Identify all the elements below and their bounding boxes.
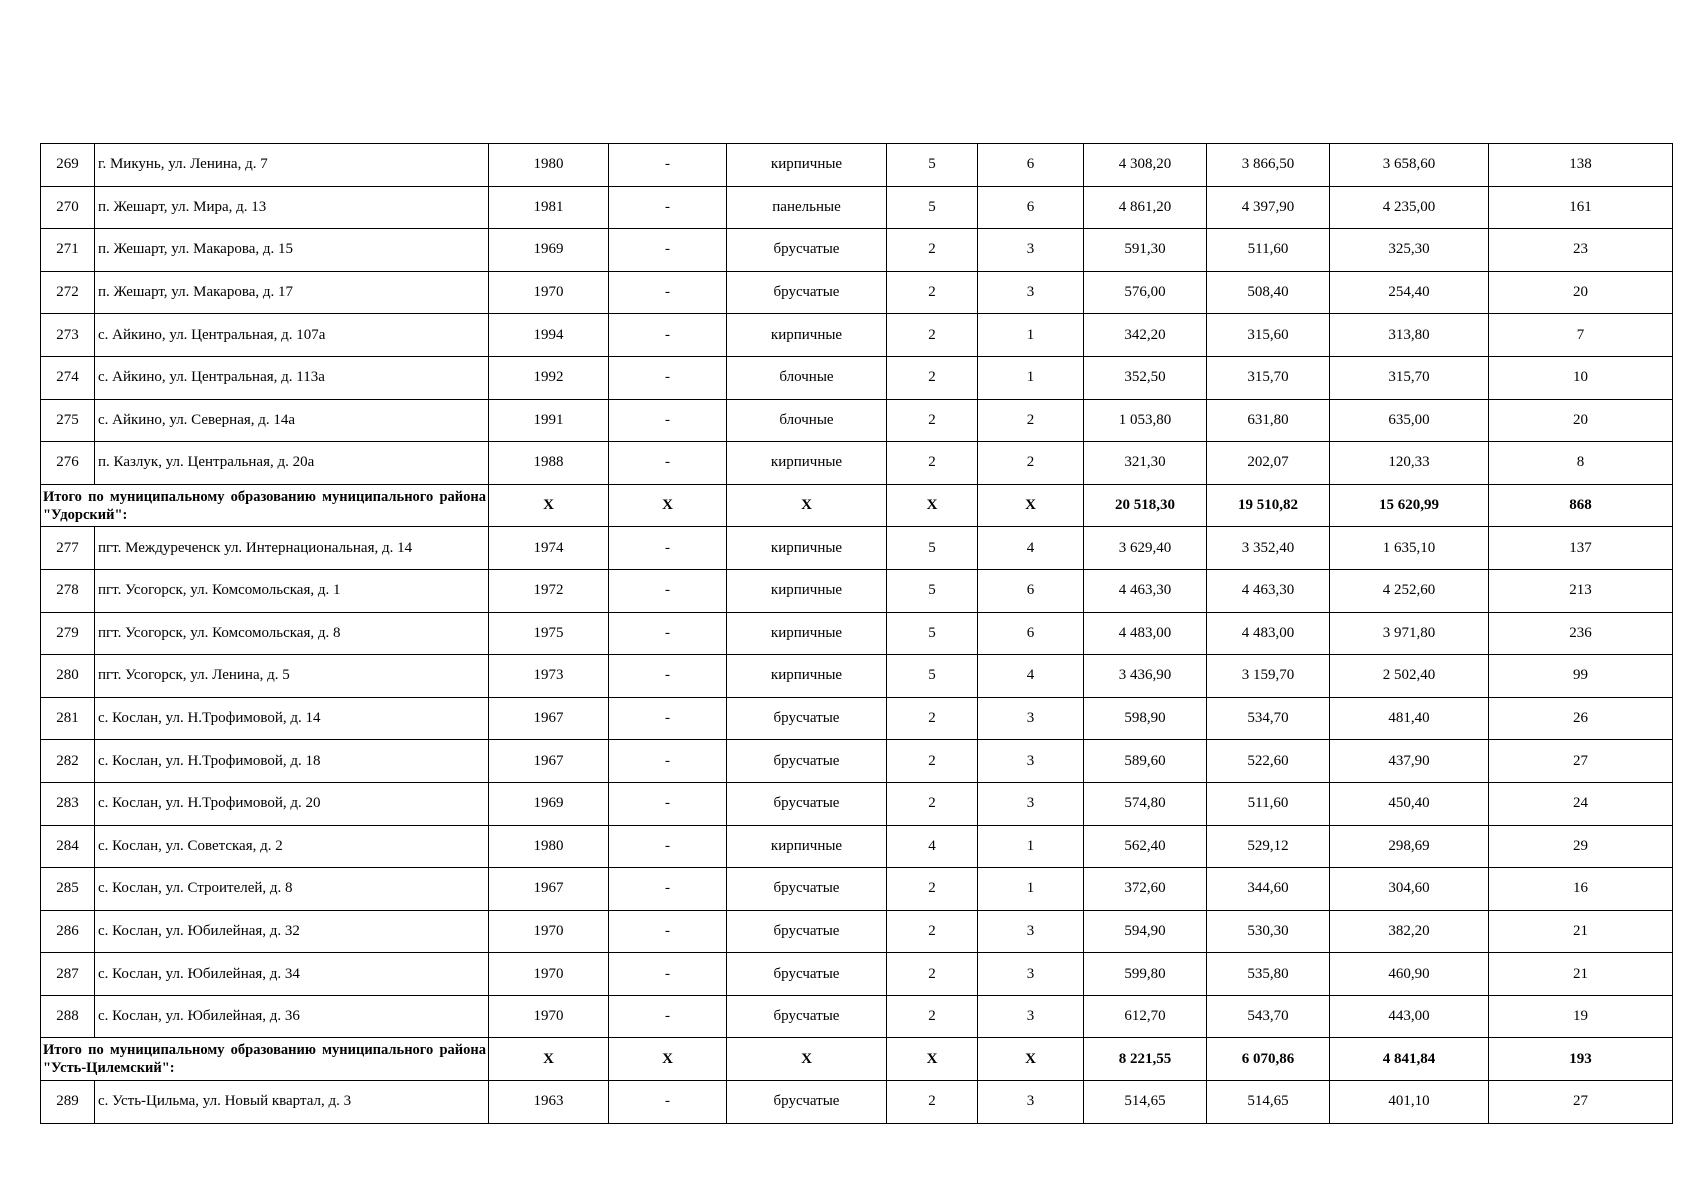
- year-cell: 1970: [489, 910, 609, 953]
- row-number-cell: 270: [41, 186, 95, 229]
- residents-cell: 20: [1489, 271, 1673, 314]
- dash-cell: -: [609, 186, 727, 229]
- wall-material-cell: брусчатые: [727, 697, 887, 740]
- floors-cell: 5: [887, 144, 978, 187]
- entrances-cell: 4: [978, 655, 1084, 698]
- residents-cell: 10: [1489, 356, 1673, 399]
- dash-cell: -: [609, 910, 727, 953]
- table-row: [41, 697, 1673, 740]
- dash-cell: -: [609, 314, 727, 357]
- residents-cell: 24: [1489, 782, 1673, 825]
- row-number-cell: 289: [41, 1081, 95, 1124]
- living-area-cell: 315,60: [1207, 314, 1330, 357]
- floors-cell: X: [887, 1038, 978, 1081]
- entrances-cell: 1: [978, 356, 1084, 399]
- row-number-cell: 274: [41, 356, 95, 399]
- wall-material-cell: брусчатые: [727, 910, 887, 953]
- dash-cell: -: [609, 868, 727, 911]
- year-cell: 1963: [489, 1081, 609, 1124]
- total-area-cell: 342,20: [1084, 314, 1207, 357]
- total-area-cell: 352,50: [1084, 356, 1207, 399]
- row-number-cell: 283: [41, 782, 95, 825]
- residential-area-cell: 450,40: [1330, 782, 1489, 825]
- residents-cell: 99: [1489, 655, 1673, 698]
- year-cell: X: [489, 484, 609, 527]
- table-body: [41, 144, 1673, 1124]
- table-row: [41, 569, 1673, 612]
- year-cell: 1994: [489, 314, 609, 357]
- wall-material-cell: X: [727, 1038, 887, 1081]
- floors-cell: 2: [887, 868, 978, 911]
- address-cell: п. Жешарт, ул. Мира, д. 13: [95, 186, 489, 229]
- wall-material-cell: брусчатые: [727, 995, 887, 1038]
- living-area-cell: 508,40: [1207, 271, 1330, 314]
- total-area-cell: 8 221,55: [1084, 1038, 1207, 1081]
- address-cell: с. Кослан, ул. Советская, д. 2: [95, 825, 489, 868]
- year-cell: 1988: [489, 442, 609, 485]
- entrances-cell: 3: [978, 271, 1084, 314]
- subtotal-row: [41, 1038, 1673, 1081]
- floors-cell: 5: [887, 186, 978, 229]
- total-area-cell: 574,80: [1084, 782, 1207, 825]
- address-cell: с. Айкино, ул. Центральная, д. 107а: [95, 314, 489, 357]
- floors-cell: 2: [887, 910, 978, 953]
- table-row: [41, 229, 1673, 272]
- table-row: [41, 910, 1673, 953]
- wall-material-cell: X: [727, 484, 887, 527]
- year-cell: 1992: [489, 356, 609, 399]
- total-area-cell: 612,70: [1084, 995, 1207, 1038]
- entrances-cell: 3: [978, 229, 1084, 272]
- year-cell: 1973: [489, 655, 609, 698]
- entrances-cell: 3: [978, 910, 1084, 953]
- entrances-cell: 3: [978, 1081, 1084, 1124]
- table-row: [41, 527, 1673, 570]
- entrances-cell: 6: [978, 612, 1084, 655]
- year-cell: 1967: [489, 740, 609, 783]
- wall-material-cell: брусчатые: [727, 953, 887, 996]
- total-area-cell: 4 861,20: [1084, 186, 1207, 229]
- total-area-cell: 576,00: [1084, 271, 1207, 314]
- table-row: [41, 314, 1673, 357]
- total-area-cell: 20 518,30: [1084, 484, 1207, 527]
- living-area-cell: 522,60: [1207, 740, 1330, 783]
- wall-material-cell: брусчатые: [727, 1081, 887, 1124]
- table-row: [41, 953, 1673, 996]
- floors-cell: 2: [887, 271, 978, 314]
- dash-cell: -: [609, 697, 727, 740]
- residents-cell: 7: [1489, 314, 1673, 357]
- residents-cell: 21: [1489, 910, 1673, 953]
- row-number-cell: 284: [41, 825, 95, 868]
- table-row: [41, 995, 1673, 1038]
- row-number-cell: 280: [41, 655, 95, 698]
- living-area-cell: 511,60: [1207, 782, 1330, 825]
- living-area-cell: 4 397,90: [1207, 186, 1330, 229]
- residential-area-cell: 635,00: [1330, 399, 1489, 442]
- residents-cell: 21: [1489, 953, 1673, 996]
- residential-area-cell: 3 658,60: [1330, 144, 1489, 187]
- wall-material-cell: брусчатые: [727, 229, 887, 272]
- residents-cell: 193: [1489, 1038, 1673, 1081]
- wall-material-cell: брусчатые: [727, 271, 887, 314]
- dash-cell: -: [609, 953, 727, 996]
- entrances-cell: 3: [978, 782, 1084, 825]
- row-number-cell: 281: [41, 697, 95, 740]
- row-number-cell: 287: [41, 953, 95, 996]
- address-cell: пгт. Междуреченск ул. Интернациональная, д. 14: [95, 527, 489, 570]
- dash-cell: -: [609, 612, 727, 655]
- row-number-cell: 271: [41, 229, 95, 272]
- total-area-cell: 514,65: [1084, 1081, 1207, 1124]
- living-area-cell: 543,70: [1207, 995, 1330, 1038]
- wall-material-cell: брусчатые: [727, 740, 887, 783]
- floors-cell: 2: [887, 356, 978, 399]
- row-number-cell: 276: [41, 442, 95, 485]
- residential-area-cell: 460,90: [1330, 953, 1489, 996]
- year-cell: X: [489, 1038, 609, 1081]
- living-area-cell: 535,80: [1207, 953, 1330, 996]
- residential-area-cell: 15 620,99: [1330, 484, 1489, 527]
- address-cell: с. Кослан, ул. Юбилейная, д. 32: [95, 910, 489, 953]
- year-cell: 1980: [489, 825, 609, 868]
- table-row: [41, 144, 1673, 187]
- table-row: [41, 399, 1673, 442]
- entrances-cell: 3: [978, 995, 1084, 1038]
- year-cell: 1969: [489, 229, 609, 272]
- residential-area-cell: 3 971,80: [1330, 612, 1489, 655]
- entrances-cell: X: [978, 484, 1084, 527]
- year-cell: 1991: [489, 399, 609, 442]
- residential-area-cell: 120,33: [1330, 442, 1489, 485]
- residential-area-cell: 315,70: [1330, 356, 1489, 399]
- address-cell: с. Кослан, ул. Н.Трофимовой, д. 14: [95, 697, 489, 740]
- wall-material-cell: блочные: [727, 399, 887, 442]
- floors-cell: 4: [887, 825, 978, 868]
- entrances-cell: 1: [978, 825, 1084, 868]
- row-number-cell: 285: [41, 868, 95, 911]
- residents-cell: 20: [1489, 399, 1673, 442]
- row-number-cell: 277: [41, 527, 95, 570]
- total-area-cell: 3 436,90: [1084, 655, 1207, 698]
- year-cell: 1975: [489, 612, 609, 655]
- residential-area-cell: 401,10: [1330, 1081, 1489, 1124]
- total-area-cell: 598,90: [1084, 697, 1207, 740]
- table-row: [41, 442, 1673, 485]
- living-area-cell: 534,70: [1207, 697, 1330, 740]
- residents-cell: 29: [1489, 825, 1673, 868]
- table-row: [41, 356, 1673, 399]
- living-area-cell: 19 510,82: [1207, 484, 1330, 527]
- total-area-cell: 589,60: [1084, 740, 1207, 783]
- year-cell: 1972: [489, 569, 609, 612]
- year-cell: 1980: [489, 144, 609, 187]
- entrances-cell: 6: [978, 186, 1084, 229]
- residents-cell: 19: [1489, 995, 1673, 1038]
- living-area-cell: 4 483,00: [1207, 612, 1330, 655]
- address-cell: п. Жешарт, ул. Макарова, д. 17: [95, 271, 489, 314]
- total-area-cell: 4 463,30: [1084, 569, 1207, 612]
- address-cell: г. Микунь, ул. Ленина, д. 7: [95, 144, 489, 187]
- living-area-cell: 344,60: [1207, 868, 1330, 911]
- living-area-cell: 202,07: [1207, 442, 1330, 485]
- residents-cell: 213: [1489, 569, 1673, 612]
- residents-cell: 137: [1489, 527, 1673, 570]
- address-cell: с. Кослан, ул. Н.Трофимовой, д. 20: [95, 782, 489, 825]
- floors-cell: 2: [887, 399, 978, 442]
- housing-registry-table: [40, 143, 1673, 1124]
- floors-cell: 2: [887, 229, 978, 272]
- address-cell: пгт. Усогорск, ул. Комсомольская, д. 1: [95, 569, 489, 612]
- living-area-cell: 4 463,30: [1207, 569, 1330, 612]
- year-cell: 1981: [489, 186, 609, 229]
- floors-cell: 2: [887, 740, 978, 783]
- table-row: [41, 612, 1673, 655]
- dash-cell: -: [609, 995, 727, 1038]
- table-row: [41, 782, 1673, 825]
- dash-cell: -: [609, 782, 727, 825]
- address-cell: п. Казлук, ул. Центральная, д. 20а: [95, 442, 489, 485]
- residents-cell: 161: [1489, 186, 1673, 229]
- total-area-cell: 594,90: [1084, 910, 1207, 953]
- total-area-cell: 372,60: [1084, 868, 1207, 911]
- floors-cell: 2: [887, 995, 978, 1038]
- residential-area-cell: 2 502,40: [1330, 655, 1489, 698]
- address-cell: с. Айкино, ул. Центральная, д. 113а: [95, 356, 489, 399]
- residential-area-cell: 443,00: [1330, 995, 1489, 1038]
- wall-material-cell: кирпичные: [727, 442, 887, 485]
- wall-material-cell: кирпичные: [727, 314, 887, 357]
- floors-cell: X: [887, 484, 978, 527]
- dash-cell: -: [609, 144, 727, 187]
- year-cell: 1974: [489, 527, 609, 570]
- table-row: [41, 1081, 1673, 1124]
- living-area-cell: 514,65: [1207, 1081, 1330, 1124]
- dash-cell: X: [609, 484, 727, 527]
- dash-cell: -: [609, 825, 727, 868]
- total-area-cell: 321,30: [1084, 442, 1207, 485]
- residential-area-cell: 1 635,10: [1330, 527, 1489, 570]
- entrances-cell: 3: [978, 697, 1084, 740]
- floors-cell: 2: [887, 782, 978, 825]
- subtotal-row: [41, 484, 1673, 527]
- wall-material-cell: кирпичные: [727, 144, 887, 187]
- entrances-cell: 2: [978, 442, 1084, 485]
- year-cell: 1969: [489, 782, 609, 825]
- entrances-cell: 6: [978, 144, 1084, 187]
- residents-cell: 23: [1489, 229, 1673, 272]
- residential-area-cell: 481,40: [1330, 697, 1489, 740]
- dash-cell: -: [609, 229, 727, 272]
- floors-cell: 2: [887, 442, 978, 485]
- residents-cell: 27: [1489, 1081, 1673, 1124]
- living-area-cell: 511,60: [1207, 229, 1330, 272]
- address-cell: с. Кослан, ул. Н.Трофимовой, д. 18: [95, 740, 489, 783]
- residential-area-cell: 382,20: [1330, 910, 1489, 953]
- residential-area-cell: 4 252,60: [1330, 569, 1489, 612]
- residential-area-cell: 437,90: [1330, 740, 1489, 783]
- year-cell: 1970: [489, 953, 609, 996]
- address-cell: с. Кослан, ул. Строителей, д. 8: [95, 868, 489, 911]
- residential-area-cell: 313,80: [1330, 314, 1489, 357]
- address-cell: пгт. Усогорск, ул. Ленина, д. 5: [95, 655, 489, 698]
- entrances-cell: 1: [978, 868, 1084, 911]
- living-area-cell: 530,30: [1207, 910, 1330, 953]
- wall-material-cell: кирпичные: [727, 612, 887, 655]
- dash-cell: -: [609, 527, 727, 570]
- wall-material-cell: блочные: [727, 356, 887, 399]
- table-row: [41, 655, 1673, 698]
- row-number-cell: 288: [41, 995, 95, 1038]
- residential-area-cell: 325,30: [1330, 229, 1489, 272]
- year-cell: 1967: [489, 868, 609, 911]
- living-area-cell: 3 352,40: [1207, 527, 1330, 570]
- table-row: [41, 186, 1673, 229]
- entrances-cell: X: [978, 1038, 1084, 1081]
- dash-cell: -: [609, 655, 727, 698]
- dash-cell: -: [609, 399, 727, 442]
- row-number-cell: 269: [41, 144, 95, 187]
- living-area-cell: 631,80: [1207, 399, 1330, 442]
- dash-cell: X: [609, 1038, 727, 1081]
- total-area-cell: 591,30: [1084, 229, 1207, 272]
- row-number-cell: 286: [41, 910, 95, 953]
- subtotal-label: Итого по муниципальному образованию муниципального района "Усть-Цилемский":: [41, 1038, 489, 1081]
- wall-material-cell: кирпичные: [727, 569, 887, 612]
- floors-cell: 5: [887, 527, 978, 570]
- row-number-cell: 279: [41, 612, 95, 655]
- dash-cell: -: [609, 442, 727, 485]
- table-row: [41, 825, 1673, 868]
- floors-cell: 5: [887, 569, 978, 612]
- residents-cell: 26: [1489, 697, 1673, 740]
- residential-area-cell: 298,69: [1330, 825, 1489, 868]
- total-area-cell: 3 629,40: [1084, 527, 1207, 570]
- floors-cell: 2: [887, 953, 978, 996]
- table-row: [41, 271, 1673, 314]
- living-area-cell: 3 866,50: [1207, 144, 1330, 187]
- entrances-cell: 3: [978, 740, 1084, 783]
- address-cell: с. Усть-Цильма, ул. Новый квартал, д. 3: [95, 1081, 489, 1124]
- year-cell: 1970: [489, 271, 609, 314]
- total-area-cell: 599,80: [1084, 953, 1207, 996]
- table-row: [41, 740, 1673, 783]
- total-area-cell: 1 053,80: [1084, 399, 1207, 442]
- total-area-cell: 4 483,00: [1084, 612, 1207, 655]
- row-number-cell: 278: [41, 569, 95, 612]
- dash-cell: -: [609, 569, 727, 612]
- row-number-cell: 282: [41, 740, 95, 783]
- residents-cell: 138: [1489, 144, 1673, 187]
- dash-cell: -: [609, 740, 727, 783]
- address-cell: пгт. Усогорск, ул. Комсомольская, д. 8: [95, 612, 489, 655]
- entrances-cell: 3: [978, 953, 1084, 996]
- wall-material-cell: брусчатые: [727, 782, 887, 825]
- residential-area-cell: 4 235,00: [1330, 186, 1489, 229]
- floors-cell: 2: [887, 697, 978, 740]
- dash-cell: -: [609, 271, 727, 314]
- wall-material-cell: кирпичные: [727, 527, 887, 570]
- wall-material-cell: кирпичные: [727, 825, 887, 868]
- residents-cell: 236: [1489, 612, 1673, 655]
- living-area-cell: 6 070,86: [1207, 1038, 1330, 1081]
- residential-area-cell: 304,60: [1330, 868, 1489, 911]
- row-number-cell: 275: [41, 399, 95, 442]
- residents-cell: 868: [1489, 484, 1673, 527]
- floors-cell: 2: [887, 314, 978, 357]
- address-cell: с. Кослан, ул. Юбилейная, д. 34: [95, 953, 489, 996]
- entrances-cell: 1: [978, 314, 1084, 357]
- floors-cell: 5: [887, 655, 978, 698]
- living-area-cell: 315,70: [1207, 356, 1330, 399]
- total-area-cell: 4 308,20: [1084, 144, 1207, 187]
- wall-material-cell: брусчатые: [727, 868, 887, 911]
- wall-material-cell: кирпичные: [727, 655, 887, 698]
- entrances-cell: 2: [978, 399, 1084, 442]
- entrances-cell: 6: [978, 569, 1084, 612]
- row-number-cell: 273: [41, 314, 95, 357]
- floors-cell: 2: [887, 1081, 978, 1124]
- residents-cell: 27: [1489, 740, 1673, 783]
- residential-area-cell: 254,40: [1330, 271, 1489, 314]
- address-cell: с. Кослан, ул. Юбилейная, д. 36: [95, 995, 489, 1038]
- living-area-cell: 3 159,70: [1207, 655, 1330, 698]
- dash-cell: -: [609, 356, 727, 399]
- table-row: [41, 868, 1673, 911]
- year-cell: 1967: [489, 697, 609, 740]
- wall-material-cell: панельные: [727, 186, 887, 229]
- living-area-cell: 529,12: [1207, 825, 1330, 868]
- address-cell: п. Жешарт, ул. Макарова, д. 15: [95, 229, 489, 272]
- total-area-cell: 562,40: [1084, 825, 1207, 868]
- entrances-cell: 4: [978, 527, 1084, 570]
- floors-cell: 5: [887, 612, 978, 655]
- year-cell: 1970: [489, 995, 609, 1038]
- residents-cell: 16: [1489, 868, 1673, 911]
- subtotal-label: Итого по муниципальному образованию муниципального района "Удорский":: [41, 484, 489, 527]
- row-number-cell: 272: [41, 271, 95, 314]
- residential-area-cell: 4 841,84: [1330, 1038, 1489, 1081]
- residents-cell: 8: [1489, 442, 1673, 485]
- dash-cell: -: [609, 1081, 727, 1124]
- address-cell: с. Айкино, ул. Северная, д. 14а: [95, 399, 489, 442]
